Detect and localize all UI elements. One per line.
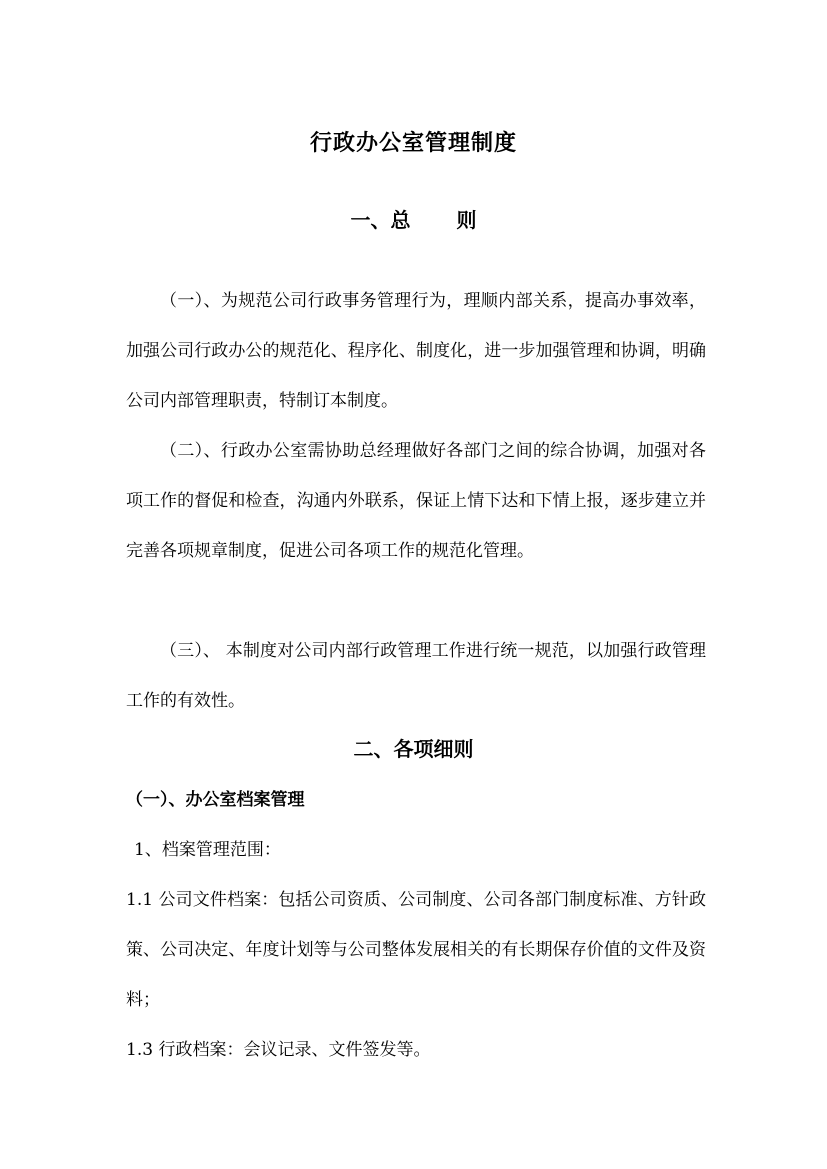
item-administrative-archives: 1.3 行政档案：会议记录、文件签发等。 bbox=[126, 1040, 431, 1060]
item-archive-scope: 1、档案管理范围： bbox=[134, 840, 281, 860]
section-heading-general bbox=[0, 200, 827, 240]
subheading-office-archives: （一）、办公室档案管理 bbox=[126, 790, 305, 810]
paragraph-1: （一）、为规范公司行政事务管理行为，理顺内部关系，提高办事效率，加强公司行政办公的规范化、程序化、制度化，进一步加强管理和协调，明确公司内部管理职责，特制订本制度。 bbox=[126, 291, 706, 411]
paragraph-3: （三）、 本制度对公司内部行政管理工作进行统一规范，以加强行政管理工作的有效性。 bbox=[126, 641, 706, 711]
document-title: 行政办公室管理制度 bbox=[309, 131, 517, 156]
section-heading-general-part2: 则 bbox=[456, 208, 477, 232]
section-heading-general-part1: 一、总 bbox=[350, 208, 411, 232]
section-heading-details: 二、各项细则 bbox=[353, 737, 474, 761]
item-company-file-archives: 1.1 公司文件档案：包括公司资质、公司制度、公司各部门制度标准、方针政策、公司决定、年度计划等与公司整体发展相关的有长期保存价值的文件及资料； bbox=[126, 890, 706, 1010]
paragraph-2: （二）、行政办公室需协助总经理做好各部门之间的综合协调，加强对各项工作的督促和检查，沟通内外联系，保证上情下达和下情上报，逐步建立并完善各项规章制度，促进公司各项工作的规范化管理。 bbox=[126, 441, 706, 561]
